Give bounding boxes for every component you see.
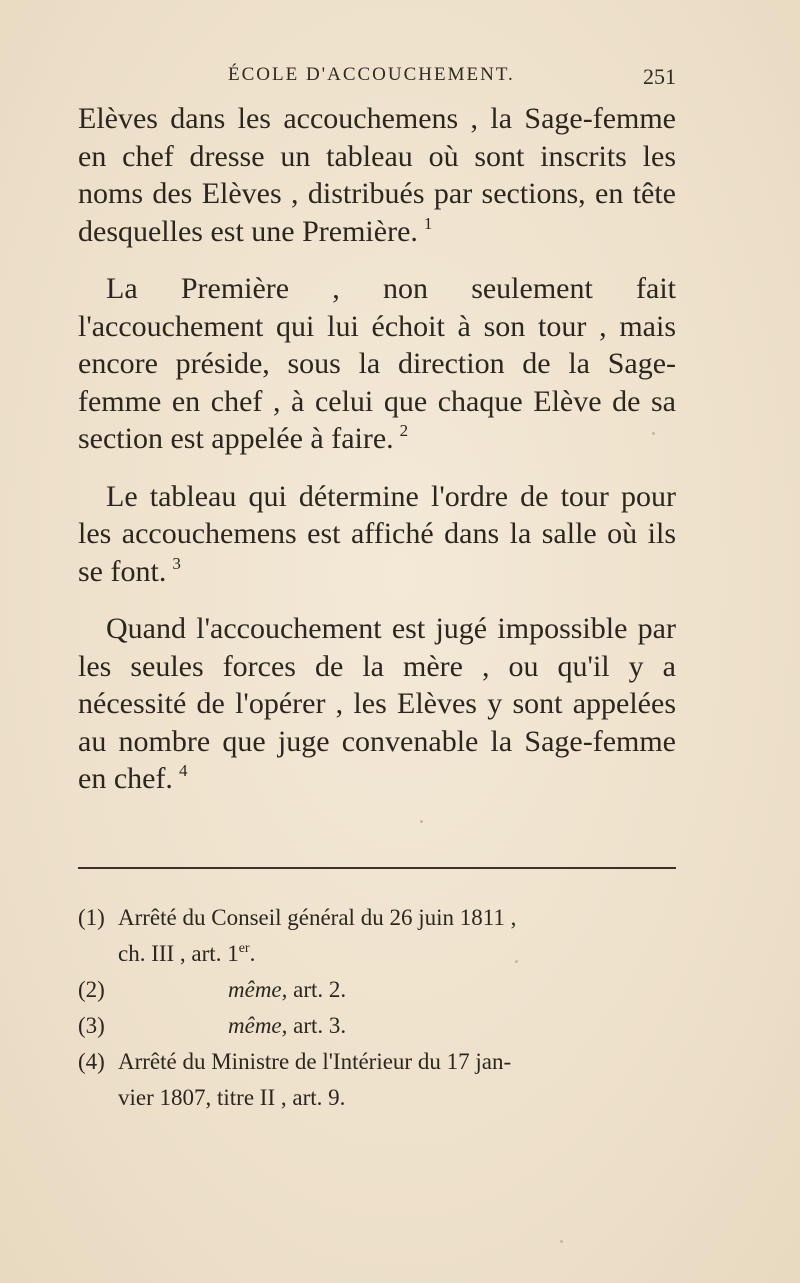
paragraph-1-text: Elèves dans les accouchemens , la Sage-femme en chef dresse un tableau où sont inscrits les noms des Elèves , distribués par sections, en tête desquelles est une Première. bbox=[78, 102, 676, 248]
footnote-1-line-1: Arrêté du Conseil général du 26 juin 1811 , bbox=[118, 905, 517, 930]
footnote-1-line-2-text: ch. III , art. 1 bbox=[118, 941, 239, 966]
footnote-3-rest: art. 3. bbox=[287, 1013, 347, 1038]
footnote-3-marker: (3) bbox=[78, 1013, 105, 1038]
paragraph-1 bbox=[78, 100, 676, 250]
running-head-title: ÉCOLE D'ACCOUCHEMENT. bbox=[228, 64, 515, 85]
paper-speck bbox=[652, 432, 655, 435]
paper-speck bbox=[420, 820, 423, 823]
footnote-4-marker: (4) bbox=[78, 1049, 105, 1074]
footnote-1-marker: (1) bbox=[78, 905, 105, 930]
footnote-1-line-2-end: . bbox=[249, 941, 256, 966]
footnotes bbox=[78, 900, 678, 1116]
footnote-2-text bbox=[228, 972, 346, 1008]
paper-speck bbox=[560, 1240, 563, 1243]
footnote-2-rest: art. 2. bbox=[287, 977, 347, 1002]
footnote-ref-1: 1 bbox=[423, 213, 433, 233]
footnote-3-text bbox=[228, 1008, 346, 1044]
footnote-1-line-2 bbox=[78, 936, 678, 972]
footnote-1 bbox=[78, 900, 678, 936]
paragraph-3 bbox=[78, 478, 676, 591]
running-head bbox=[78, 64, 676, 94]
footnote-ref-2: 2 bbox=[399, 421, 409, 440]
footnote-2 bbox=[78, 972, 678, 1008]
main-text bbox=[78, 100, 676, 798]
page-number: 251 bbox=[643, 64, 676, 89]
footnote-ref-3: 3 bbox=[172, 553, 181, 573]
footnote-ref-4: 4 bbox=[178, 761, 188, 780]
footnote-separator-rule bbox=[78, 867, 676, 869]
footnote-1-superscript: er bbox=[238, 941, 250, 956]
paragraph-4 bbox=[78, 610, 676, 798]
paragraph-3-text: Le tableau qui détermine l'ordre de tour pour les accouchemens est affiché dans la salle où ils se font. bbox=[78, 479, 676, 588]
paragraph-4-text: Quand l'accouchement est jugé impossible par les seules forces de la mère , ou qu'il y a nécessité de l'opérer , les Elèves y sont appelées au nombre que juge convenable la Sage-femme en chef. bbox=[78, 612, 676, 795]
footnote-4-line-2: vier 1807, titre II , art. 9. bbox=[118, 1085, 346, 1110]
paragraph-2 bbox=[78, 270, 676, 458]
footnote-4 bbox=[78, 1044, 678, 1080]
paragraph-2-text: La Première , non seulement fait l'accouchement qui lui échoit à son tour , mais encore préside, sous la direction de la Sage-femme en chef , à celui que chaque Elève de sa section est appelée à faire. bbox=[78, 272, 676, 455]
footnote-2-ditto: même, bbox=[228, 977, 288, 1002]
footnote-3 bbox=[78, 1008, 678, 1044]
footnote-2-marker: (2) bbox=[78, 977, 105, 1002]
footnote-3-ditto: même, bbox=[228, 1013, 288, 1038]
paper-speck bbox=[515, 960, 518, 963]
footnote-4-line-1: Arrêté du Ministre de l'Intérieur du 17 jan- bbox=[118, 1049, 512, 1074]
